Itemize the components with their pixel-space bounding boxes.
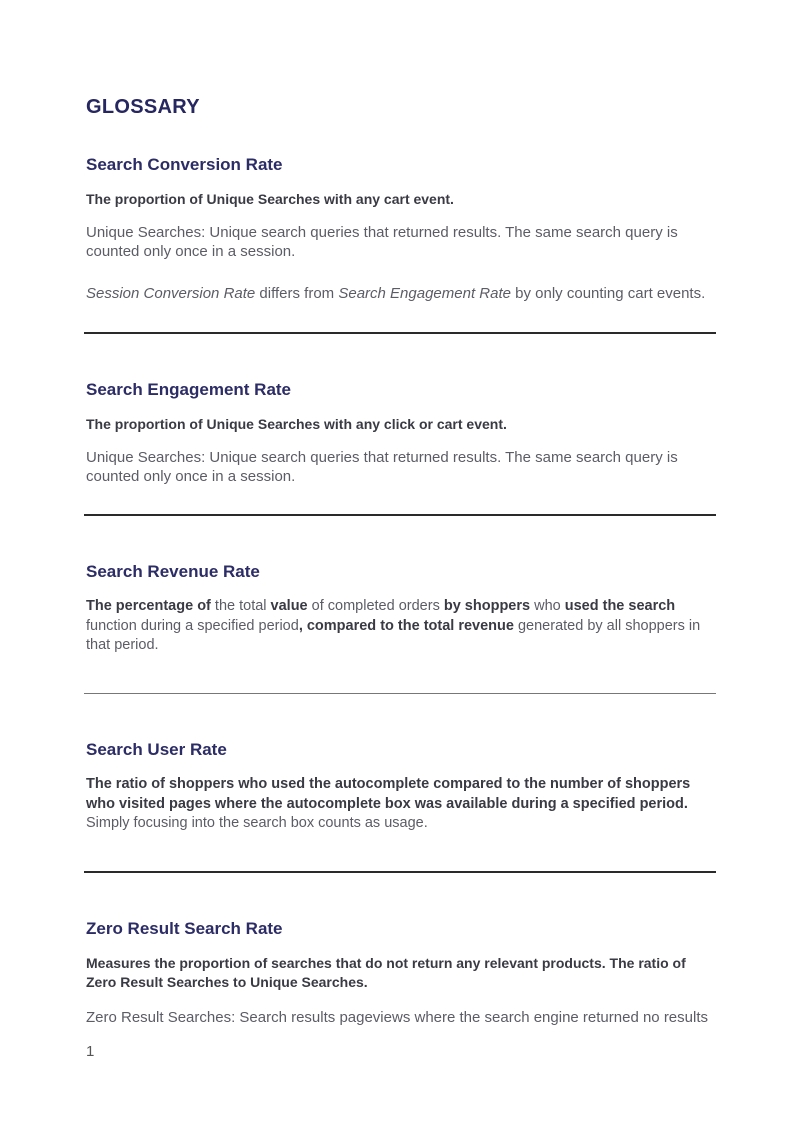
section-heading: Zero Result Search Rate	[86, 919, 283, 938]
bold-span: , compared to the total revenue	[298, 617, 514, 634]
page-title: GLOSSARY	[86, 96, 200, 118]
text-span: Simply focusing into the search box counts as usage.	[86, 815, 428, 831]
definition-comparison	[86, 284, 716, 303]
text-span: function during a specified period	[86, 617, 299, 634]
definition-text	[86, 597, 716, 656]
page-number: 1	[86, 1043, 95, 1060]
section-heading: Search Revenue Rate	[86, 562, 260, 581]
section-heading: Search Engagement Rate	[86, 380, 292, 399]
section-divider	[84, 871, 716, 873]
section-search-user-rate	[86, 739, 716, 834]
text-span: generated by all shoppers in that period.	[86, 617, 701, 653]
bold-span: The ratio of shoppers who used the autocomplete compared to the number of shoppers who visited pages where the autocomplete box was available during a specified period.	[86, 776, 691, 812]
section-heading: Search Conversion Rate	[86, 155, 283, 174]
definition-note: Unique Searches: Unique search queries that returned results. The same search query is counted only once in a session.	[86, 224, 678, 260]
section-heading: Search User Rate	[86, 740, 227, 759]
definition-lead: Measures the proportion of searches that do not return any relevant products. The ratio of Zero Result Searches to Unique Searches.	[86, 955, 686, 990]
bold-span: The percentage of	[86, 598, 211, 614]
text-span: by only counting cart events.	[510, 285, 706, 302]
bold-span: used the search	[564, 598, 676, 614]
bold-span: by shoppers	[443, 598, 531, 614]
section-divider	[84, 514, 716, 516]
text-span: differs from	[255, 285, 339, 302]
text-span: the total	[210, 598, 271, 614]
definition-lead: The proportion of Unique Searches with any cart event.	[86, 191, 454, 207]
text-span: of completed orders	[307, 598, 444, 614]
section-divider	[84, 693, 716, 694]
definition-note: Unique Searches: Unique search queries that returned results. The same search query is counted only once in a session.	[86, 449, 678, 485]
term-italic: Search Engagement Rate	[338, 285, 511, 302]
section-zero-result-search-rate	[86, 918, 716, 1027]
section-search-conversion-rate	[86, 154, 716, 303]
text-span: who	[530, 598, 565, 614]
section-search-engagement-rate	[86, 379, 716, 486]
definition-text	[86, 775, 716, 834]
section-divider	[84, 332, 716, 334]
definition-note: Zero Result Searches: Search results pageviews where the search engine returned no results	[86, 1009, 708, 1026]
section-search-revenue-rate	[86, 561, 716, 656]
definition-lead: The proportion of Unique Searches with any click or cart event.	[86, 416, 507, 432]
bold-span: value	[270, 598, 308, 614]
term-italic: Session Conversion Rate	[86, 285, 256, 302]
